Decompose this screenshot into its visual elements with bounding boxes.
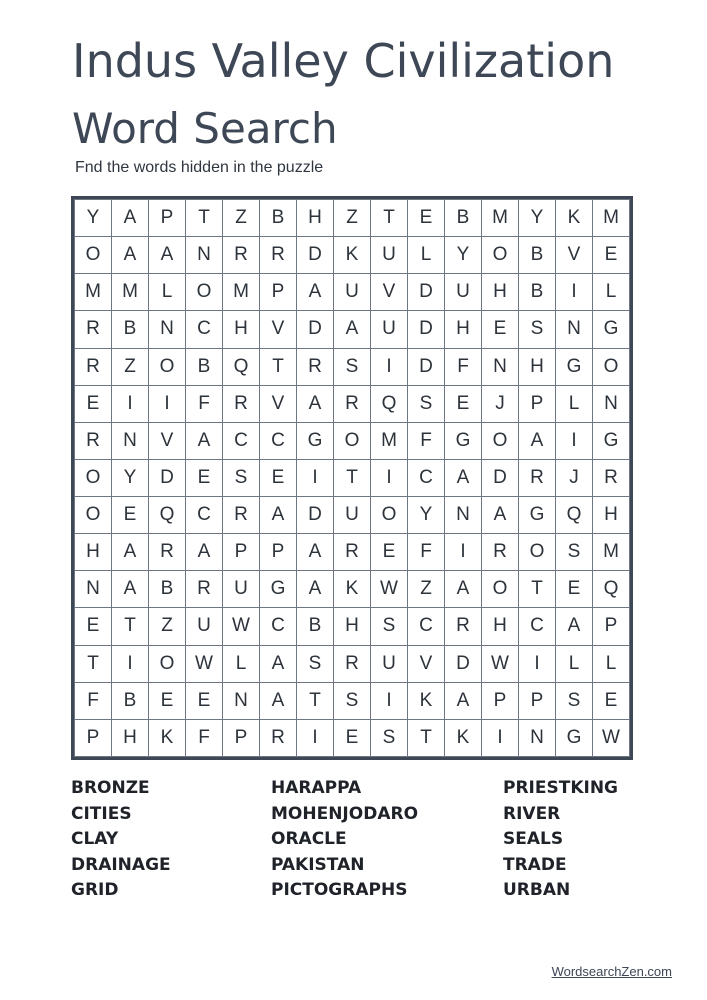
grid-cell: O (186, 274, 223, 311)
grid-cell: A (112, 237, 149, 274)
grid-cell: R (223, 497, 260, 534)
grid-cell: E (149, 682, 186, 719)
grid-cell: D (297, 311, 334, 348)
grid-cell: S (223, 459, 260, 496)
grid-cell: E (112, 497, 149, 534)
grid-cell: N (223, 682, 260, 719)
grid-cell: B (260, 200, 297, 237)
grid-cell: V (556, 237, 593, 274)
word-list-column-1 (71, 776, 171, 904)
grid-cell: B (186, 348, 223, 385)
grid-cell: R (297, 348, 334, 385)
grid-cell: R (186, 571, 223, 608)
grid-cell: B (149, 571, 186, 608)
grid-cell: M (593, 534, 630, 571)
grid-cell: S (334, 348, 371, 385)
grid-cell: T (371, 200, 408, 237)
grid-row (75, 200, 630, 237)
grid-cell: K (334, 237, 371, 274)
grid-cell: C (408, 608, 445, 645)
grid-cell: A (297, 274, 334, 311)
grid-cell: C (260, 608, 297, 645)
grid-cell: I (556, 274, 593, 311)
grid-cell: W (593, 719, 630, 756)
grid-cell: H (75, 534, 112, 571)
letter-grid-table (74, 199, 630, 757)
word-list-column-2 (271, 776, 418, 904)
grid-cell: Y (445, 237, 482, 274)
grid-cell: H (482, 274, 519, 311)
grid-cell: M (223, 274, 260, 311)
grid-cell: E (593, 682, 630, 719)
grid-cell: H (297, 200, 334, 237)
grid-cell: K (408, 682, 445, 719)
grid-cell: K (149, 719, 186, 756)
grid-cell: O (334, 422, 371, 459)
grid-cell: N (519, 719, 556, 756)
puzzle-grid (71, 196, 633, 760)
grid-cell: V (149, 422, 186, 459)
grid-cell: T (260, 348, 297, 385)
word-item: HARAPPA (271, 778, 362, 798)
grid-cell: Q (223, 348, 260, 385)
grid-cell: E (408, 200, 445, 237)
grid-cell: N (112, 422, 149, 459)
grid-cell: R (334, 385, 371, 422)
grid-cell: S (408, 385, 445, 422)
grid-cell: U (334, 497, 371, 534)
grid-cell: N (593, 385, 630, 422)
grid-cell: F (75, 682, 112, 719)
grid-cell: M (75, 274, 112, 311)
grid-cell: U (445, 274, 482, 311)
grid-cell: I (371, 459, 408, 496)
grid-cell: T (297, 682, 334, 719)
word-list-column-3 (503, 776, 618, 904)
grid-cell: G (593, 422, 630, 459)
grid-cell: P (519, 682, 556, 719)
grid-cell: R (260, 237, 297, 274)
word-item: GRID (71, 880, 119, 901)
grid-cell: W (371, 571, 408, 608)
grid-cell: P (260, 534, 297, 571)
grid-cell: Q (593, 571, 630, 608)
grid-cell: S (371, 608, 408, 645)
grid-cell: U (186, 608, 223, 645)
grid-cell: A (445, 459, 482, 496)
grid-cell: G (445, 422, 482, 459)
grid-cell: P (260, 274, 297, 311)
grid-cell: P (223, 534, 260, 571)
grid-cell: E (334, 719, 371, 756)
word-item: ORACLE (271, 829, 347, 850)
grid-cell: I (371, 348, 408, 385)
grid-row (75, 645, 630, 682)
grid-cell: V (408, 645, 445, 682)
grid-cell: I (297, 459, 334, 496)
grid-cell: A (186, 422, 223, 459)
grid-cell: A (112, 200, 149, 237)
grid-cell: I (482, 719, 519, 756)
grid-cell: I (519, 645, 556, 682)
grid-cell: A (260, 682, 297, 719)
grid-cell: V (371, 274, 408, 311)
grid-row (75, 274, 630, 311)
grid-cell: J (556, 459, 593, 496)
word-item: PICTOGRAPHS (271, 880, 408, 901)
grid-cell: A (445, 571, 482, 608)
grid-cell: O (482, 237, 519, 274)
grid-cell: G (297, 422, 334, 459)
grid-cell: L (223, 645, 260, 682)
word-item: RIVER (503, 803, 561, 824)
grid-row (75, 608, 630, 645)
grid-cell: A (260, 497, 297, 534)
word-item: URBAN (503, 880, 571, 901)
page-title: Indus Valley Civilization (72, 34, 615, 88)
grid-cell: O (75, 237, 112, 274)
grid-cell: L (556, 385, 593, 422)
word-item: MOHENJODARO (271, 803, 419, 824)
grid-row (75, 422, 630, 459)
grid-row (75, 385, 630, 422)
grid-cell: L (593, 645, 630, 682)
grid-cell: D (445, 645, 482, 682)
grid-cell: Z (112, 348, 149, 385)
grid-cell: B (519, 237, 556, 274)
grid-cell: D (408, 274, 445, 311)
word-item: CLAY (71, 829, 119, 850)
grid-row (75, 497, 630, 534)
grid-cell: M (593, 200, 630, 237)
grid-cell: U (371, 645, 408, 682)
grid-row (75, 311, 630, 348)
grid-cell: R (334, 534, 371, 571)
word-item: CITIES (71, 803, 132, 824)
grid-cell: O (482, 571, 519, 608)
word-list (0, 776, 707, 906)
grid-cell: F (186, 385, 223, 422)
grid-cell: L (408, 237, 445, 274)
grid-cell: W (223, 608, 260, 645)
grid-cell: G (593, 311, 630, 348)
grid-cell: C (519, 608, 556, 645)
grid-cell: N (482, 348, 519, 385)
grid-cell: U (371, 237, 408, 274)
grid-cell: G (260, 571, 297, 608)
grid-cell: A (149, 237, 186, 274)
grid-cell: N (556, 311, 593, 348)
grid-cell: O (75, 459, 112, 496)
grid-cell: A (112, 571, 149, 608)
grid-cell: I (149, 385, 186, 422)
grid-cell: D (408, 348, 445, 385)
grid-cell: P (482, 682, 519, 719)
grid-cell: Y (519, 200, 556, 237)
grid-row (75, 534, 630, 571)
grid-cell: R (223, 237, 260, 274)
grid-cell: E (445, 385, 482, 422)
grid-cell: S (556, 534, 593, 571)
grid-cell: T (408, 719, 445, 756)
grid-cell: A (112, 534, 149, 571)
grid-cell: R (223, 385, 260, 422)
grid-cell: J (482, 385, 519, 422)
grid-cell: I (445, 534, 482, 571)
grid-cell: Y (75, 200, 112, 237)
grid-row (75, 719, 630, 756)
grid-cell: A (556, 608, 593, 645)
grid-cell: R (334, 645, 371, 682)
grid-cell: Q (371, 385, 408, 422)
grid-cell: G (556, 719, 593, 756)
grid-cell: R (519, 459, 556, 496)
grid-cell: Z (223, 200, 260, 237)
grid-cell: P (149, 200, 186, 237)
grid-cell: E (371, 534, 408, 571)
grid-cell: D (408, 311, 445, 348)
grid-cell: S (519, 311, 556, 348)
grid-cell: O (519, 534, 556, 571)
grid-cell: S (556, 682, 593, 719)
grid-cell: K (556, 200, 593, 237)
grid-cell: O (593, 348, 630, 385)
grid-cell: U (334, 274, 371, 311)
grid-cell: H (519, 348, 556, 385)
grid-cell: T (186, 200, 223, 237)
grid-cell: C (223, 422, 260, 459)
grid-cell: B (112, 311, 149, 348)
grid-cell: N (75, 571, 112, 608)
word-item: PAKISTAN (271, 854, 365, 875)
grid-row (75, 459, 630, 496)
grid-cell: R (445, 608, 482, 645)
grid-cell: U (371, 311, 408, 348)
grid-row (75, 348, 630, 385)
word-item: TRADE (503, 854, 567, 875)
grid-cell: R (75, 422, 112, 459)
footer-site-link[interactable]: WordsearchZen.com (551, 964, 672, 979)
grid-cell: C (186, 311, 223, 348)
grid-cell: I (112, 385, 149, 422)
grid-cell: Y (112, 459, 149, 496)
grid-cell: E (75, 385, 112, 422)
grid-cell: O (149, 348, 186, 385)
grid-row (75, 571, 630, 608)
word-item: DRAINAGE (71, 854, 171, 875)
grid-cell: F (408, 422, 445, 459)
grid-cell: C (260, 422, 297, 459)
grid-cell: H (112, 719, 149, 756)
grid-cell: E (482, 311, 519, 348)
grid-cell: A (334, 311, 371, 348)
grid-cell: E (186, 459, 223, 496)
grid-cell: Z (334, 200, 371, 237)
grid-cell: H (445, 311, 482, 348)
grid-cell: Z (149, 608, 186, 645)
grid-cell: O (75, 497, 112, 534)
word-item: PRIESTKING (503, 778, 619, 798)
grid-cell: D (482, 459, 519, 496)
grid-cell: O (482, 422, 519, 459)
grid-cell: P (519, 385, 556, 422)
grid-cell: H (223, 311, 260, 348)
grid-cell: I (556, 422, 593, 459)
grid-cell: E (75, 608, 112, 645)
grid-cell: F (408, 534, 445, 571)
grid-cell: D (149, 459, 186, 496)
grid-cell: K (334, 571, 371, 608)
grid-cell: R (482, 534, 519, 571)
instructions-text: Fnd the words hidden in the puzzle (75, 159, 324, 176)
grid-cell: B (112, 682, 149, 719)
grid-cell: P (593, 608, 630, 645)
grid-cell: R (75, 311, 112, 348)
grid-cell: T (519, 571, 556, 608)
grid-cell: D (297, 497, 334, 534)
grid-cell: F (186, 719, 223, 756)
grid-cell: M (482, 200, 519, 237)
page-subtitle-heading: Word Search (72, 104, 338, 153)
word-item: SEALS (503, 829, 564, 850)
grid-cell: P (223, 719, 260, 756)
grid-cell: N (149, 311, 186, 348)
grid-cell: L (556, 645, 593, 682)
grid-cell: A (482, 497, 519, 534)
grid-cell: V (260, 311, 297, 348)
grid-cell: T (112, 608, 149, 645)
grid-cell: O (149, 645, 186, 682)
grid-cell: I (112, 645, 149, 682)
grid-cell: R (149, 534, 186, 571)
grid-cell: S (297, 645, 334, 682)
grid-cell: A (297, 385, 334, 422)
grid-cell: E (556, 571, 593, 608)
grid-cell: T (75, 645, 112, 682)
grid-cell: G (519, 497, 556, 534)
grid-cell: D (297, 237, 334, 274)
grid-cell: A (519, 422, 556, 459)
grid-cell: B (297, 608, 334, 645)
grid-cell: V (260, 385, 297, 422)
grid-cell: B (445, 200, 482, 237)
grid-cell: K (445, 719, 482, 756)
grid-cell: G (556, 348, 593, 385)
grid-cell: Q (556, 497, 593, 534)
grid-cell: E (260, 459, 297, 496)
word-item: BRONZE (71, 778, 150, 798)
grid-cell: U (223, 571, 260, 608)
grid-cell: N (186, 237, 223, 274)
grid-cell: N (445, 497, 482, 534)
grid-cell: R (593, 459, 630, 496)
grid-cell: C (186, 497, 223, 534)
grid-cell: H (482, 608, 519, 645)
grid-cell: R (260, 719, 297, 756)
grid-cell: Q (149, 497, 186, 534)
grid-cell: Z (408, 571, 445, 608)
grid-cell: Y (408, 497, 445, 534)
grid-row (75, 237, 630, 274)
grid-cell: F (445, 348, 482, 385)
grid-cell: S (334, 682, 371, 719)
grid-cell: W (482, 645, 519, 682)
grid-cell: H (593, 497, 630, 534)
grid-cell: I (371, 682, 408, 719)
grid-cell: A (445, 682, 482, 719)
grid-cell: E (593, 237, 630, 274)
grid-cell: E (186, 682, 223, 719)
grid-cell: O (371, 497, 408, 534)
grid-cell: P (75, 719, 112, 756)
grid-cell: M (112, 274, 149, 311)
grid-cell: L (149, 274, 186, 311)
grid-cell: H (334, 608, 371, 645)
grid-cell: A (297, 571, 334, 608)
grid-cell: I (297, 719, 334, 756)
grid-cell: R (75, 348, 112, 385)
grid-cell: T (334, 459, 371, 496)
grid-cell: S (371, 719, 408, 756)
grid-cell: A (186, 534, 223, 571)
grid-cell: C (408, 459, 445, 496)
grid-row (75, 682, 630, 719)
grid-cell: A (260, 645, 297, 682)
grid-cell: L (593, 274, 630, 311)
grid-cell: M (371, 422, 408, 459)
grid-cell: B (519, 274, 556, 311)
grid-cell: A (297, 534, 334, 571)
grid-cell: W (186, 645, 223, 682)
